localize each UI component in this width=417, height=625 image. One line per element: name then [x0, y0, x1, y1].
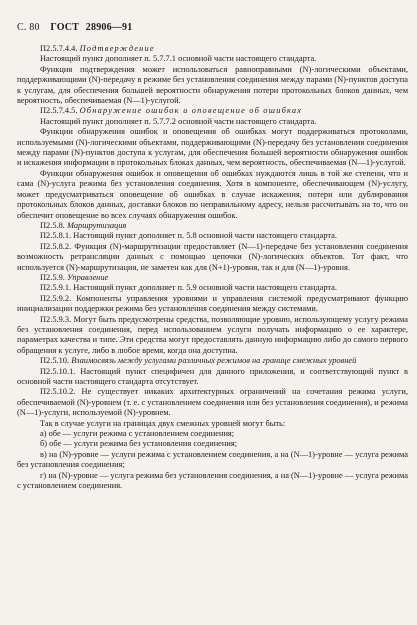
paragraph-text: Не существует никаких архитектурных ограничений на сочетания режима услуги, обеспечиваемой (N)-уровнем (т. е. с установлением соединения или без установления соединения), и режима (N—1)-услуги, используемой (N)-уровнем. [17, 387, 409, 418]
document-body [17, 44, 408, 491]
page-number: С. 80 [17, 22, 40, 33]
section-title: Взаимосвязь между услугами различных режимов на границе смежных уровней [71, 356, 357, 366]
numbered-paragraph [17, 231, 408, 241]
paragraph: Настоящий пункт дополняет п. 5.7.7.2 основной части настоящего стандарта. [40, 116, 317, 126]
numbered-paragraph [17, 283, 408, 293]
numbered-paragraph [17, 387, 408, 418]
section-title: Подтверждение [79, 44, 155, 53]
list-item: в) на (N)-уровне — услуги режима с установлением соединения, а на (N—1)-уровне — услуга режима без установления соединения; [17, 449, 408, 470]
section-number: П2.5.7.4.4. [40, 44, 78, 53]
section-number: П2.5.7.4.5. [40, 106, 78, 116]
list-item: г) на (N)-уровне — услуга режима без установления соединения, а на (N—1)-уровне — услуга режима с установлением соединения. [17, 470, 408, 491]
paragraph-text: Компоненты управления уровнями и управления системой предусматривают функцию инициализации поддержки режима без установления соединения между системами. [17, 293, 408, 314]
paragraph: Функции обнаружения ошибок и оповещения об ошибках нуждаются лишь в той же степени, что и сама (N)-услуга режима без установления соединения. Хотя в компоненте, обеспечивающем (N)-услугу, может предусматриваться оповещение об ошибках в случае искажения, потери или дублирования протокольных блоков данных, доставки блоков по неправильному адресу, нельзя рассчитывать на то, что он обеспечит оповещение во всех случаях обнаружения ошибок. [17, 168, 408, 220]
paragraph-text: Настоящий пункт дополняет п. 5.9 основной части настоящего стандарта. [73, 283, 337, 293]
section-heading [17, 44, 408, 54]
section-title: Маршрутизация [67, 220, 127, 230]
standard-number: 28906—91 [85, 22, 133, 33]
numbered-paragraph [17, 294, 408, 315]
section-heading [17, 221, 408, 231]
paragraph-number: П2.5.10.1. [40, 366, 76, 376]
paragraph-number: П2.5.9.2. [40, 293, 72, 303]
section-heading [17, 106, 408, 116]
section-heading [17, 273, 408, 283]
list-item: а) обе — услуги режима с установлением соединения; [40, 429, 235, 439]
paragraph-number: П2.5.9.1. [40, 283, 72, 293]
paragraph: Функции обнаружения ошибок и оповещения об ошибках могут поддерживаться протоколами, используемыми (N)-логическими объектами, поддерживающими (N)-передачу без установления соединения между парами (N)-пунктов доступа к услугам, для обеспечения большей вероятности обнаружения ошибок и искажения информации в протокольных блоках данных, чем вероятность, обеспечиваемая (N—1)-услугой. [17, 127, 408, 168]
section-heading [17, 356, 408, 366]
numbered-paragraph [17, 367, 408, 388]
numbered-paragraph [17, 242, 408, 273]
paragraph-number: П2.5.8.1. [40, 231, 72, 241]
paragraph-text: Настоящий пункт дополняет п. 5.8 основной части настоящего стандарта. [73, 231, 337, 241]
paragraph-number: П2.5.10.2. [40, 387, 76, 397]
section-title: Управление [67, 272, 109, 282]
numbered-paragraph [17, 315, 408, 357]
section-number: П2.5.10. [40, 356, 70, 366]
paragraph: Настоящий пункт дополняет п. 5.7.7.1 основной части настоящего стандарта. [40, 54, 317, 64]
list-item: б) обе — услуги режима без установления соединения; [40, 439, 238, 449]
page-header [17, 22, 132, 33]
paragraph-text: Настоящий пункт специфичен для данного приложения, и соответствующий пункт в основной части настоящего стандарта отсутствует. [17, 366, 408, 386]
paragraph-number: П2.5.8.2. [40, 241, 72, 251]
paragraph: Функция подтверждения может использоваться равноправными (N)-логическими объектами, поддерживающими (N)-передачу в режиме без установления соединения между парами (N)-пунктов доступа к услугам, для обеспечения большей вероятности обнаружения потери протокольных блоков данных, чем вероятность, обеспечиваемая (N—1)-услугой. [17, 64, 408, 106]
section-title: Обнаружение ошибок и оповещение об ошибках [79, 106, 303, 116]
paragraph-text: Могут быть предусмотрены средства, позволяющие уровню, использующему услугу режима без установления соединения, перед использованием услуги получать информацию о ее характере, параметрах качества и типе. Эти средства могут предоставлять данную информацию либо до самого первого обращения к услуге, либо в любое время, когда она доступна. [17, 314, 408, 355]
paragraph-number: П2.5.9.3. [40, 314, 72, 324]
standard-prefix: ГОСТ [50, 22, 80, 33]
paragraph: Так в случае услуги на границах двух смежных уровней могут быть: [40, 418, 286, 428]
section-number: П2.5.8. [40, 220, 65, 230]
paragraph-text: Функция (N)-маршрутизации предоставляет (N—1)-передаче без установления соединения возможность ретрансляции данных с помощью цепочки (N)-логических объектов. Тот факт, что используется (N)-маршрутизация, не заметен как для (N+1)-уровня, так и для (N—1)-уровня. [17, 241, 409, 272]
section-number: П2.5.9. [40, 272, 65, 282]
